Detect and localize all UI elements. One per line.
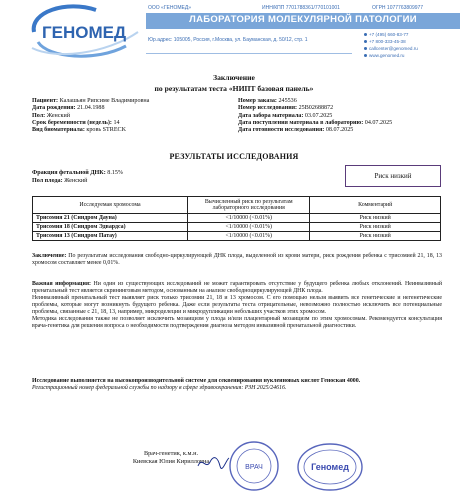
collection-date-label: Дата забора материала: <box>238 112 304 119</box>
important-label: Важная информация: <box>32 281 91 287</box>
conclusion-label: Заключение: <box>32 253 67 259</box>
important-p2: Неинвазивный пренатальный тест выявляет риск только трисомии 21, 18 и 13 хромосом. С его помощью нельзя выявить все генетические и негенетические проблемы, которые могут возникнуть будущего ребенка. Даже если результаты теста отрицательные, невозможно полностью исключить все потенциальные проблемы, связанные с 21, 18, 13, например, микроделеции и микродупликации небольших участков этих хромосом. <box>32 295 442 315</box>
table-row <box>33 223 441 232</box>
header-divider <box>146 53 352 54</box>
col-risk: Вычисленный риск по результатам лабораторного исследования <box>188 197 310 214</box>
biomaterial-value: кровь STRECK <box>86 127 127 134</box>
patient-label: Пациент: <box>32 98 59 104</box>
equipment-text: Исследование выполняется на высокопроизводительной системе для секвенирования нуклеиновых кислот Геноскан 4000. <box>32 378 361 384</box>
company-stamp <box>296 442 364 492</box>
col-comment: Комментарий <box>310 197 441 214</box>
row-comment: Риск низкий <box>310 232 441 241</box>
receipt-date-value: 04.07.2025 <box>364 119 393 126</box>
term-value: 14 <box>113 119 120 126</box>
web-icon <box>364 54 367 57</box>
order-value: 245536 <box>278 98 297 104</box>
results-table <box>32 196 441 241</box>
conclusion <box>32 253 442 267</box>
collection-date-value: 03.07.2025 <box>304 112 333 119</box>
important-p1: Ни один из существующих исследований не может гарантировать отсутствие у будущего ребенка любых отклонений. Неинвазивный пренатальный тест является скрининговым методом, основанным на анализе свободноциркулирующей ДНК плода. <box>32 281 442 294</box>
round-stamp <box>228 440 280 492</box>
lab-title: ЛАБОРАТОРИЯ МОЛЕКУЛЯРНОЙ ПАТОЛОГИИ <box>189 14 417 25</box>
term-label: Срок беременности (недель): <box>32 119 112 126</box>
conclusion-text: По результатам исследования свободно-циркулирующей ДНК плода, выделенной из крови матери, риск рождения ребенка с трисомией 21, 18, 13 хромосом составляет менее 0,01%. <box>32 253 442 266</box>
order-label: Номер заказа: <box>238 98 277 104</box>
logo-text: ГЕНОМЕД <box>42 23 127 42</box>
round-stamp-text: ВРАЧ <box>245 464 263 471</box>
receipt-date-label: Дата поступления материала в лабораторию: <box>238 119 364 126</box>
doctor-name: Киевская Юлия Кирилловна <box>132 458 210 465</box>
biomaterial-label: Вид биоматериала: <box>32 127 85 134</box>
fetal-sex-label: Пол плода: <box>32 178 63 184</box>
phone-icon <box>364 33 367 36</box>
equipment-info <box>32 378 442 392</box>
sex-value: Женский <box>46 112 70 119</box>
patient-info-left <box>32 98 149 134</box>
doctor-title: Врач-генетик, к.м.н. <box>143 450 199 457</box>
fraction-value: 8.15% <box>107 170 124 176</box>
row-risk: <1/10000 (<0.01%) <box>188 214 310 223</box>
ready-date-label: Дата готовности исследования: <box>238 127 325 134</box>
row-chromosome: Трисомия 13 (Синдром Патау) <box>33 232 188 241</box>
handwritten-signature <box>196 454 230 472</box>
fraction-label: Фракция фетальной ДНК: <box>32 170 106 176</box>
table-row <box>33 214 441 223</box>
patient-info-right <box>238 98 392 134</box>
row-risk: <1/10000 (<0.01%) <box>188 232 310 241</box>
sex-label: Пол: <box>32 112 46 119</box>
patient-name: Калашьян Рипсиме Владимировна <box>59 98 150 104</box>
row-comment: Риск низкий <box>310 214 441 223</box>
org-name: ООО «ГЕНОМЕД» <box>148 5 192 11</box>
company-stamp-text: Геномед <box>311 462 349 472</box>
registration-number: Регистрационный номер федеральной службы по надзору в сфере здравоохранения: РЗН 2025/24616. <box>32 385 287 391</box>
table-header-row <box>33 197 441 214</box>
overall-risk-text: Риск низкий <box>374 172 412 180</box>
contacts <box>364 31 418 59</box>
genomed-logo <box>26 2 144 60</box>
email[interactable]: callcenter@genomed.ru <box>369 46 418 51</box>
study-number-value: 25B02688872 <box>298 105 334 112</box>
col-chromosome: Исследуемая хромосома <box>33 197 188 214</box>
important-p3: Методика исследования также не позволяет исключить мозаицизм у плода и/или плацентарный мозаицизм по этим хромосомам. Рекомендуется консультация врача-генетика для решения вопроса о необходимости подтверждения диагноза методом инвазивной пренатальной диагностики. <box>32 316 442 329</box>
study-number-label: Номер исследования: <box>238 105 298 112</box>
report-subtitle: по результатам теста «НИПТ базовая панель» <box>154 84 314 93</box>
row-chromosome: Трисомия 21 (Синдром Дауна) <box>33 214 188 223</box>
row-risk: <1/10000 (<0.01%) <box>188 223 310 232</box>
ready-date-value: 08.07.2025 <box>325 127 354 134</box>
inn-kpp: ИНН/КПП 7701788361/770101001 <box>262 5 340 11</box>
row-comment: Риск низкий <box>310 223 441 232</box>
dob-label: Дата рождения: <box>32 105 76 112</box>
results-heading: РЕЗУЛЬТАТЫ ИССЛЕДОВАНИЯ <box>169 152 299 161</box>
legal-address: Юр.адрес: 105005, Россия, г.Москва, ул. Бауманская, д. 50/12, стр. 1 <box>148 37 308 43</box>
mail-icon <box>364 47 367 50</box>
fetal-fraction <box>32 169 123 185</box>
phone-icon <box>364 40 367 43</box>
website[interactable]: www.genomed.ru <box>369 53 405 58</box>
important-info <box>32 281 442 330</box>
phone-1: +7 (495) 660-83-77 <box>369 32 409 37</box>
ogrn: ОГРН 1077763809977 <box>372 5 424 11</box>
table-row <box>33 232 441 241</box>
dob-value: 21.04.1988 <box>77 105 105 112</box>
row-chromosome: Трисомия 18 (Синдром Эдвардса) <box>33 223 188 232</box>
letterhead <box>0 0 468 62</box>
report-title: Заключение <box>213 73 255 82</box>
fetal-sex-value: Женский <box>64 178 88 184</box>
phone-2: +7 800-333-45-38 <box>369 39 406 44</box>
overall-risk-box <box>345 165 441 187</box>
